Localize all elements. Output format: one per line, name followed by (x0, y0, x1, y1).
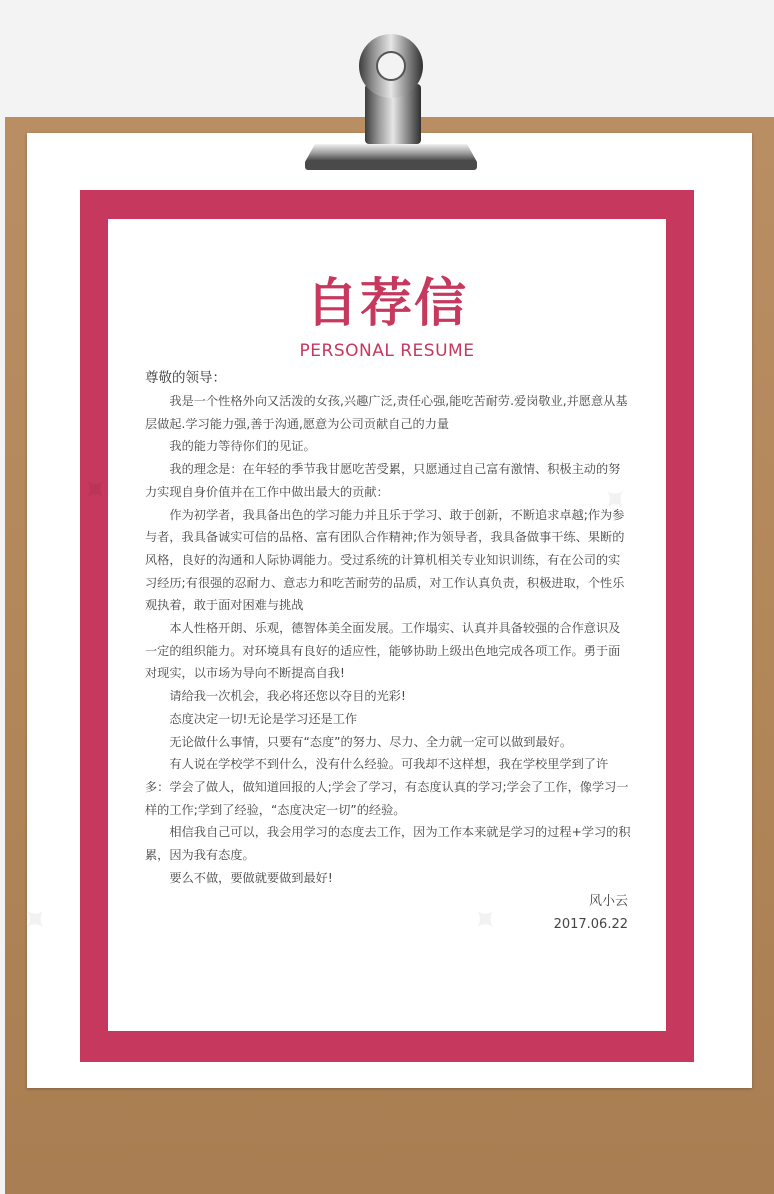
letter-paragraph: 本人性格开朗、乐观，德智体美全面发展。工作塌实、认真并具备较强的合作意识及一定的组织能力。对环境具有良好的适应性，能够协助上级出色地完成各项工作。勇于面对现实，以市场为导向不断提高自我! (145, 621, 621, 681)
letter-paragraph: 无论做什么事情，只要有“态度”的努力、尽力、全力就一定可以做到最好。 (169, 734, 573, 749)
letter-paragraph: 我是一个性格外向又活泼的女孩,兴趣广泛,责任心强,能吃苦耐劳.爱岗敬业,并愿意从基层做起.学习能力强,善于沟通,愿意为公司贡献自己的力量 (145, 394, 628, 431)
letter-paragraph: 态度决定一切!无论是学习还是工作 (169, 711, 358, 726)
letter-body (145, 390, 631, 889)
letter-paragraph: 相信我自己可以，我会用学习的态度去工作，因为工作本来就是学习的过程+学习的积累，因为我有态度。 (145, 825, 631, 863)
letter-title: 自荐信 (305, 274, 468, 334)
signature-name: 风小云 (588, 894, 628, 909)
letter-paragraph: 要么不做，要做就要做到最好! (169, 870, 333, 885)
letter-paragraph: 我的能力等待你们的见证。 (169, 439, 316, 454)
letter-paragraph: 有人说在学校学不到什么，没有什么经验。可我却不这样想，我在学校里学到了许多：学会了做人，做知道回报的人;学会了学习，有态度认真的学习;学会了工作，像学习一样的工作;学到了经验，“态度决定一切”的经验。 (145, 757, 629, 817)
letter-paragraph: 我的理念是：在年轻的季节我甘愿吃苦受累，只愿通过自己富有激情、积极主动的努力实现自身价值并在工作中做出最大的贡献： (145, 462, 621, 499)
binder-clip-icon (305, 24, 477, 174)
letter-subtitle: PERSONAL RESUME (299, 341, 475, 361)
signature-date: 2017.06.22 (553, 917, 628, 932)
letter-paragraph: 请给我一次机会，我必将还您以夺目的光彩! (169, 689, 406, 704)
letter-paragraph: 作为初学者，我具备出色的学习能力并且乐于学习、敢于创新，不断追求卓越;作为参与者，我具备诚实可信的品格、富有团队合作精神;作为领导者，我具备做事干练、果断的风格，良好的沟通和人际协调能力。受过系统的计算机相关专业知识训练，有在公司的实习经历;有很强的忍耐力、意志力和吃苦耐劳的品质，对工作认真负责，积极进取，个性乐观执着，敢于面对困难与挑战 (145, 507, 625, 613)
letter-salutation: 尊敬的领导： (145, 370, 226, 386)
signature-block (554, 890, 628, 936)
